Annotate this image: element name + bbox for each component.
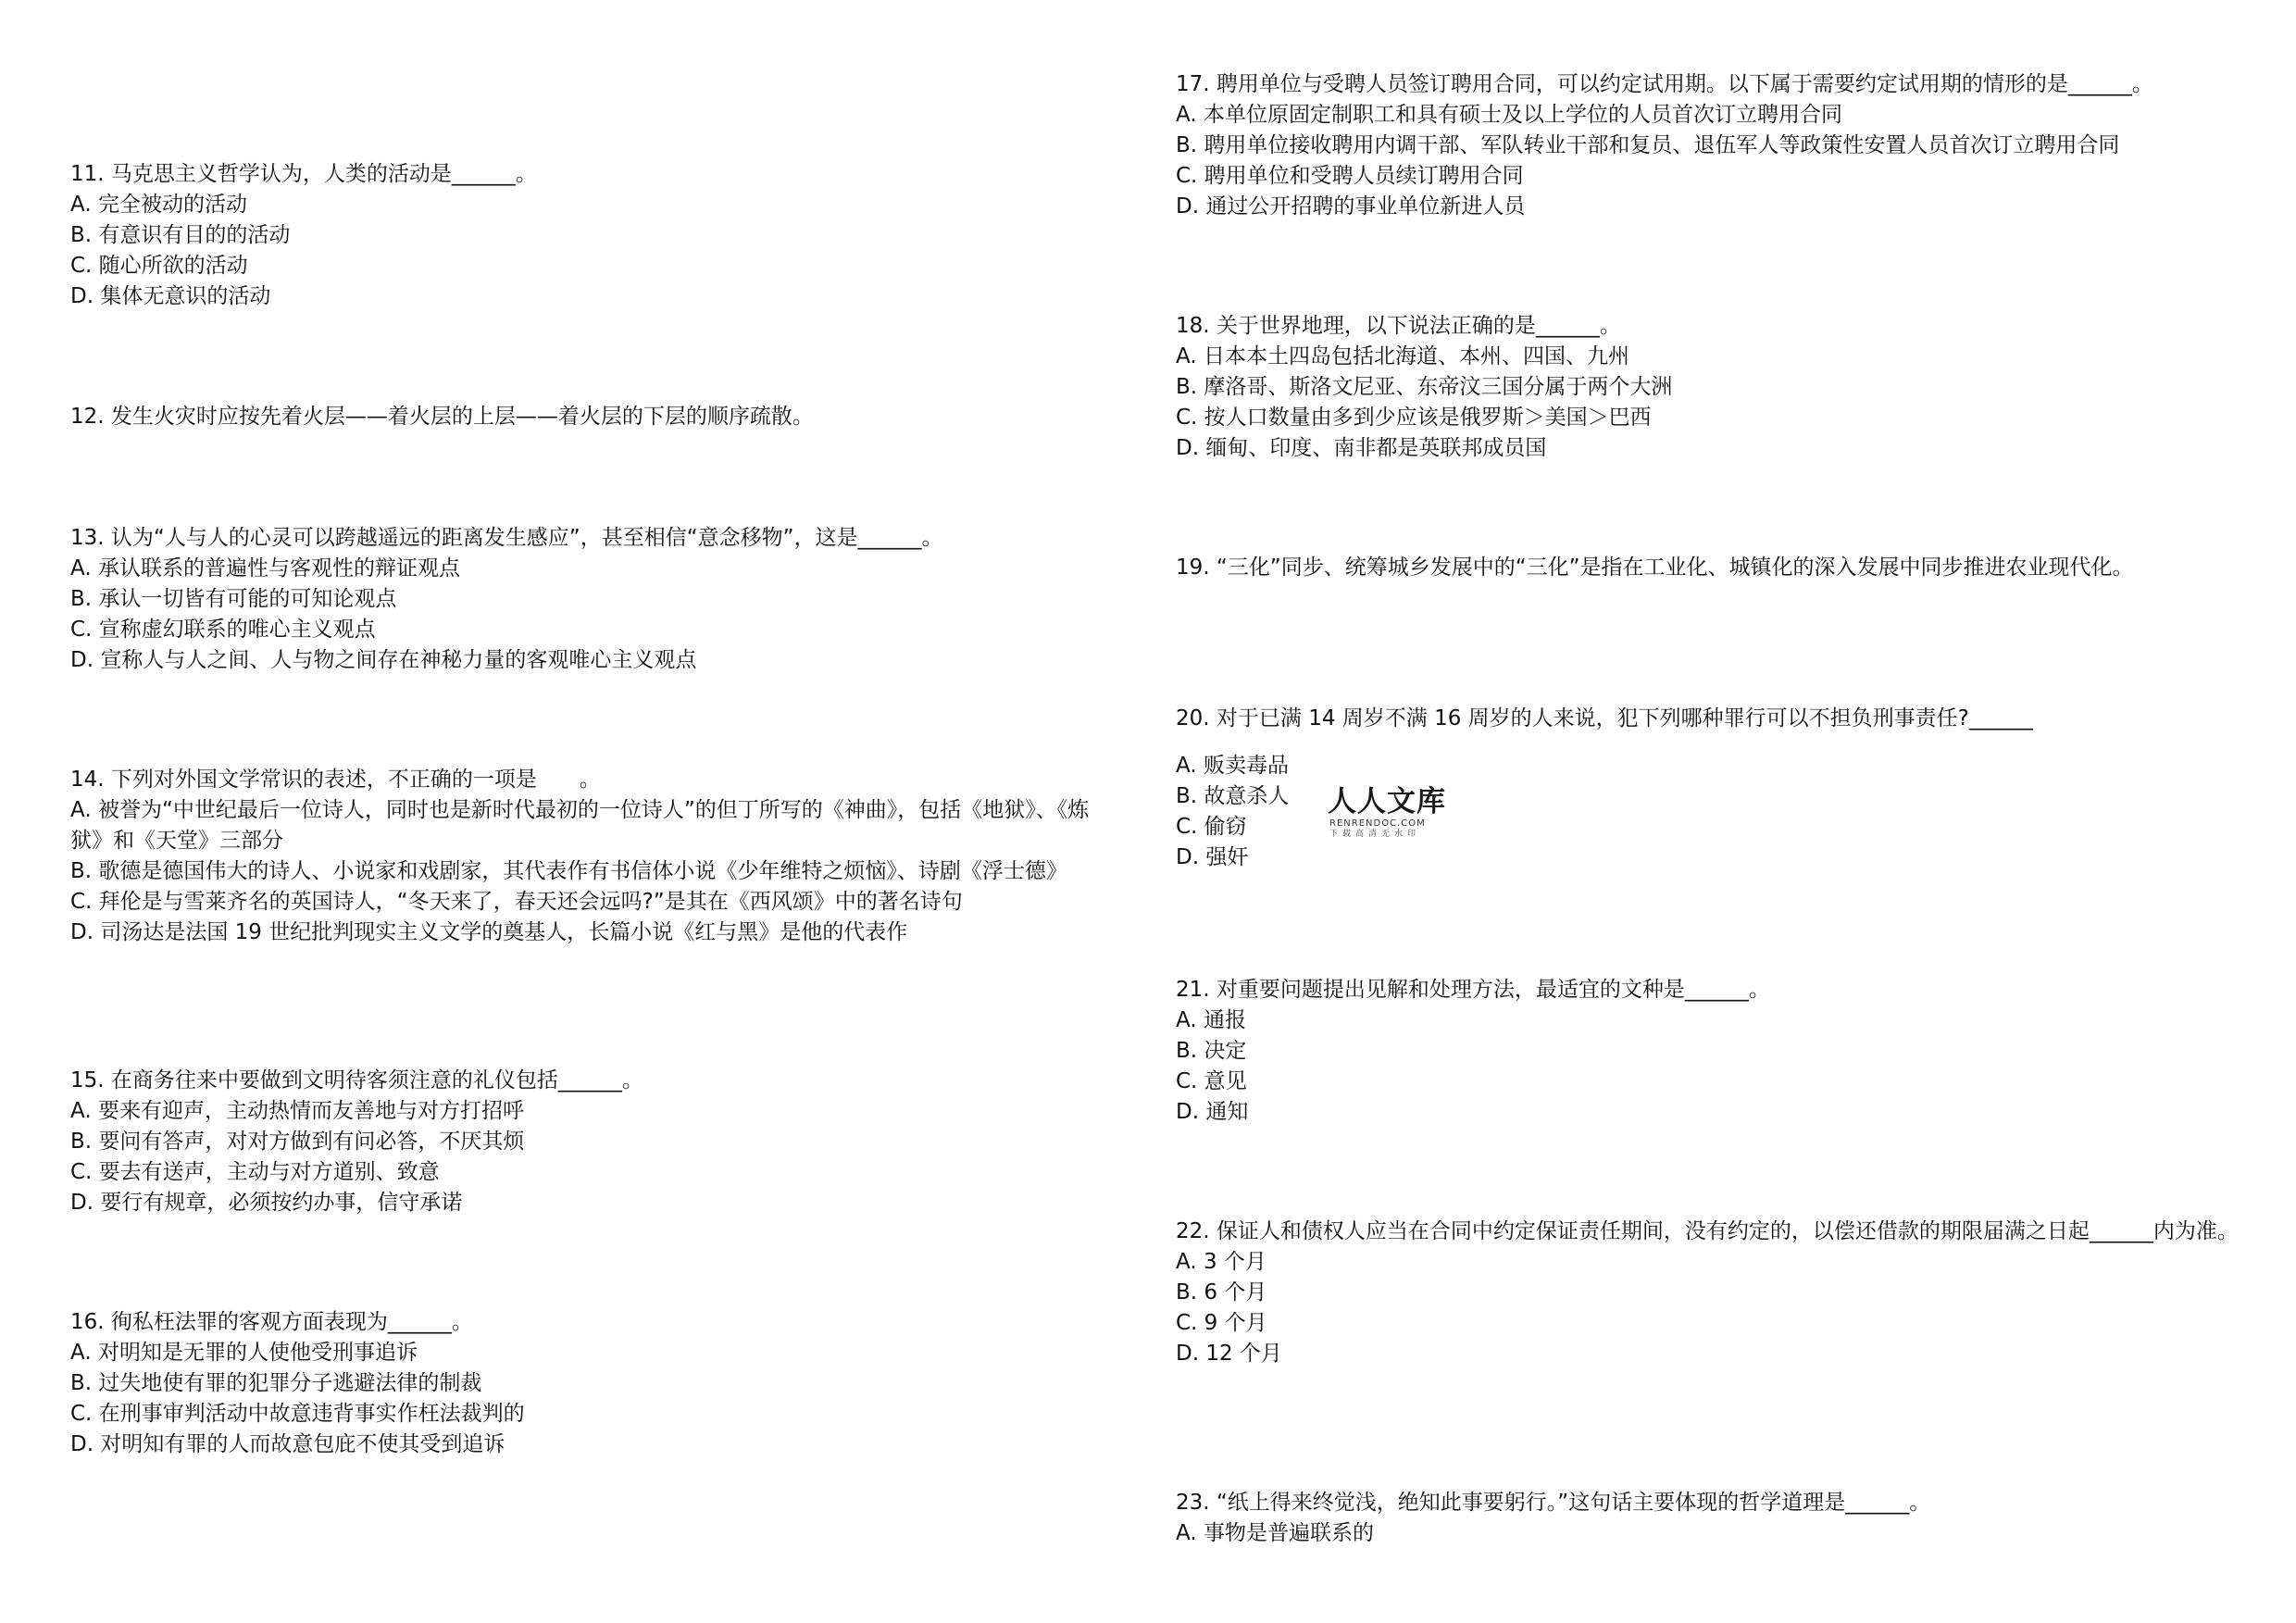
option-c: C. 9 个月 bbox=[1176, 1311, 1267, 1335]
watermark-url: RENRENDOC.COM bbox=[1329, 818, 1426, 829]
question-stem: 20. 对于已满 14 周岁不满 16 周岁的人来说，犯下列哪种罪行可以不担负刑事责任?______ bbox=[1176, 706, 2033, 730]
option-a: A. 日本本土四岛包括北海道、本州、四国、九州 bbox=[1176, 344, 1629, 368]
question-18 bbox=[1176, 311, 2250, 464]
watermark-title: 人人文库 bbox=[1328, 785, 1446, 818]
option-b: B. 摩洛哥、斯洛文尼亚、东帝汶三国分属于两个大洲 bbox=[1176, 375, 1673, 399]
option-c: C. 随心所欲的活动 bbox=[70, 254, 248, 278]
question-stem: 15. 在商务往来中要做到文明待客须注意的礼仪包括______。 bbox=[70, 1068, 643, 1092]
option-a: A. 事物是普遍联系的 bbox=[1176, 1521, 1374, 1545]
option-a: A. 承认联系的普遍性与客观性的辩证观点 bbox=[70, 556, 460, 581]
option-c: C. 宣称虚幻联系的唯心主义观点 bbox=[70, 618, 376, 642]
question-23 bbox=[1176, 1488, 2250, 1549]
option-b: B. 过失地使有罪的犯罪分子逃避法律的制裁 bbox=[70, 1371, 482, 1395]
option-c: C. 在刑事审判活动中故意违背事实作枉法裁判的 bbox=[70, 1402, 525, 1426]
question-stem: 22. 保证人和债权人应当在合同中约定保证责任期间，没有约定的，以偿还借款的期限届满之日起______内为准。 bbox=[1176, 1219, 2239, 1243]
question-stem: 18. 关于世界地理，以下说法正确的是______。 bbox=[1176, 314, 1621, 338]
option-c: C. 意见 bbox=[1176, 1069, 1247, 1093]
option-a: A. 要来有迎声，主动热情而友善地与对方打招呼 bbox=[70, 1099, 524, 1123]
option-b: B. 故意杀人 bbox=[1176, 784, 1290, 808]
option-d: D. 缅甸、印度、南非都是英联邦成员国 bbox=[1176, 436, 1547, 460]
question-16 bbox=[70, 1307, 1117, 1460]
option-b: B. 6 个月 bbox=[1176, 1280, 1267, 1305]
option-b: B. 要问有答声，对对方做到有问必答，不厌其烦 bbox=[70, 1130, 525, 1154]
question-14 bbox=[70, 765, 1117, 948]
option-a: A. 对明知是无罪的人使他受刑事追诉 bbox=[70, 1341, 418, 1365]
option-a: A. 完全被动的活动 bbox=[70, 193, 247, 217]
watermark-logo bbox=[1328, 785, 1466, 850]
question-stem: 21. 对重要问题提出见解和处理方法，最适宜的文种是______。 bbox=[1176, 978, 1770, 1002]
option-c: C. 要去有送声，主动与对方道别、致意 bbox=[70, 1160, 440, 1184]
option-a: A. 本单位原固定制职工和具有硕士及以上学位的人员首次订立聘用合同 bbox=[1176, 103, 1842, 127]
question-19 bbox=[1176, 553, 2250, 583]
question-stem: 12. 发生火灾时应按先着火层——着火层的上层——着火层的下层的顺序疏散。 bbox=[70, 405, 814, 429]
option-b: B. 有意识有目的的活动 bbox=[70, 223, 291, 247]
option-d: D. 通知 bbox=[1176, 1100, 1249, 1124]
option-d: D. 集体无意识的活动 bbox=[70, 284, 271, 308]
question-12 bbox=[70, 402, 1117, 432]
question-11 bbox=[70, 159, 1117, 312]
question-21 bbox=[1176, 975, 2250, 1128]
option-c: C. 偷窃 bbox=[1176, 815, 1247, 839]
question-stem: 17. 聘用单位与受聘人员签订聘用合同，可以约定试用期。以下属于需要约定试用期的情形的是______。 bbox=[1176, 72, 2153, 96]
question-15 bbox=[70, 1066, 1117, 1218]
option-d: D. 强奸 bbox=[1176, 845, 1249, 869]
question-stem: 19. “三化”同步、统筹城乡发展中的“三化”是指在工业化、城镇化的深入发展中同步推进农业现代化。 bbox=[1176, 556, 2134, 580]
option-d: D. 通过公开招聘的事业单位新进人员 bbox=[1176, 194, 1526, 218]
option-d: D. 宣称人与人之间、人与物之间存在神秘力量的客观唯心主义观点 bbox=[70, 648, 697, 672]
question-stem: 11. 马克思主义哲学认为，人类的活动是______。 bbox=[70, 162, 537, 186]
option-c: C. 按人口数量由多到少应该是俄罗斯＞美国＞巴西 bbox=[1176, 406, 1652, 430]
question-13 bbox=[70, 523, 1117, 676]
question-22 bbox=[1176, 1217, 2250, 1369]
option-d: D. 司汤达是法国 19 世纪批判现实主义文学的奠基人，长篇小说《红与黑》是他的代表作 bbox=[70, 920, 908, 944]
option-b: B. 决定 bbox=[1176, 1039, 1247, 1063]
question-stem: 14. 下列对外国文学常识的表述，不正确的一项是 。 bbox=[70, 768, 601, 792]
option-b: B. 承认一切皆有可能的可知论观点 bbox=[70, 587, 397, 611]
question-stem: 13. 认为“人与人的心灵可以跨越遥远的距离发生感应”，甚至相信“意念移物”，这是______。 bbox=[70, 526, 943, 550]
watermark-subtitle: 下载高清无水印 bbox=[1329, 830, 1421, 839]
option-a: A. 3 个月 bbox=[1176, 1250, 1267, 1274]
option-c: C. 拜伦是与雪莱齐名的英国诗人，“冬天来了，春天还会远吗?”是其在《西风颂》中的著名诗句 bbox=[70, 890, 963, 914]
option-a: A. 贩卖毒品 bbox=[1176, 754, 1289, 778]
question-17 bbox=[1176, 69, 2250, 222]
option-d: D. 12 个月 bbox=[1176, 1342, 1282, 1366]
question-stem: 23. “纸上得来终觉浅，绝知此事要躬行。”这句话主要体现的哲学道理是______。 bbox=[1176, 1491, 1931, 1515]
question-stem: 16. 徇私枉法罪的客观方面表现为______。 bbox=[70, 1310, 473, 1334]
option-b: B. 聘用单位接收聘用内调干部、军队转业干部和复员、退伍军人等政策性安置人员首次订立聘用合同 bbox=[1176, 133, 2120, 157]
option-d: D. 要行有规章，必须按约办事，信守承诺 bbox=[70, 1191, 463, 1215]
option-a: A. 被誉为“中世纪最后一位诗人，同时也是新时代最初的一位诗人”的但丁所写的《神曲》，包括《地狱》、《炼狱》和《天堂》三部分 bbox=[70, 798, 1090, 853]
option-c: C. 聘用单位和受聘人员续订聘用合同 bbox=[1176, 164, 1524, 188]
option-d: D. 对明知有罪的人而故意包庇不使其受到追诉 bbox=[70, 1432, 505, 1456]
option-a: A. 通报 bbox=[1176, 1008, 1246, 1032]
option-b: B. 歌德是德国伟大的诗人、小说家和戏剧家，其代表作有书信体小说《少年维特之烦恼》、诗剧《浮士德》 bbox=[70, 859, 1067, 883]
